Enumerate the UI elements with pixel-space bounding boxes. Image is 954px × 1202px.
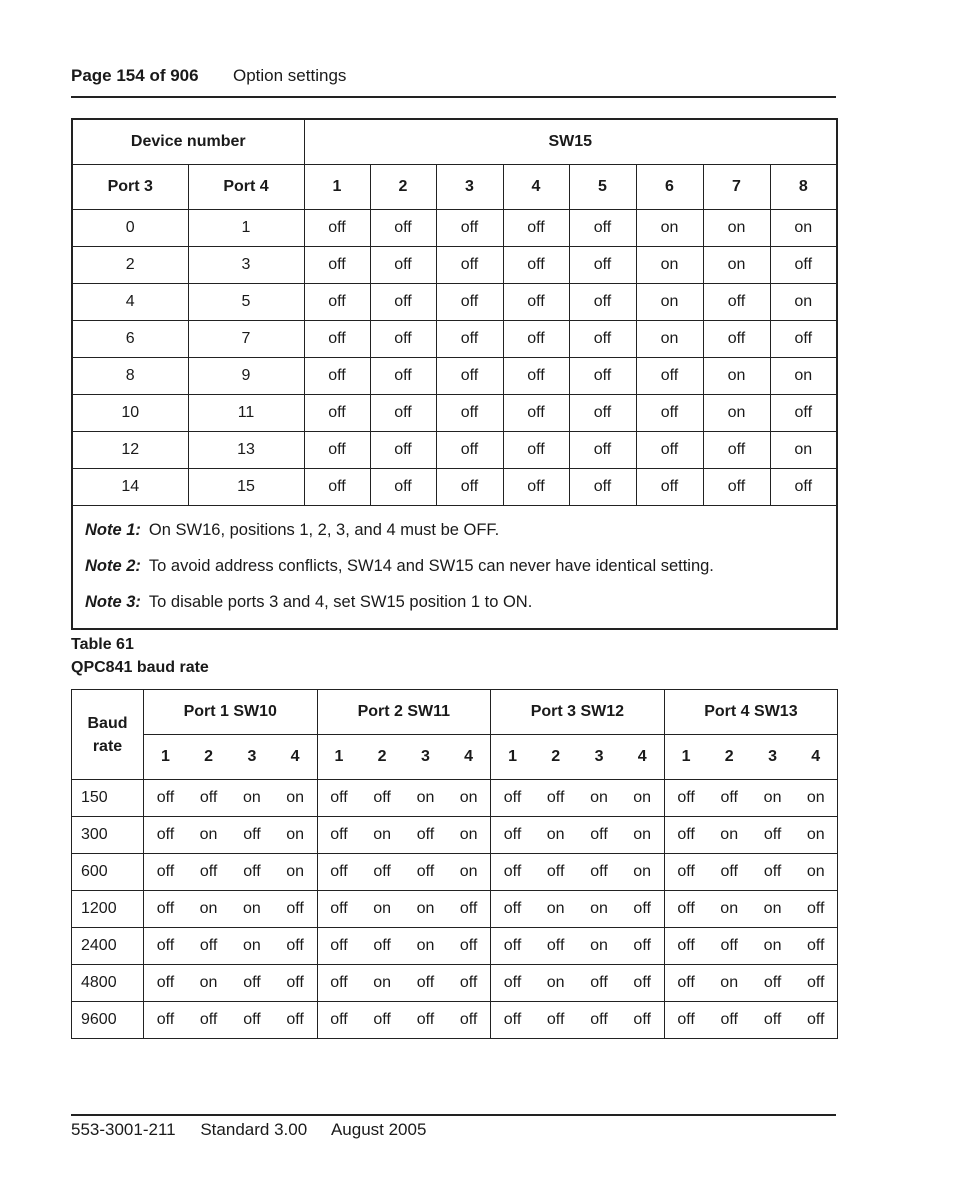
switch-setting-cell: off	[703, 469, 770, 506]
switch-setting-cell: on	[708, 891, 751, 928]
switch-setting-cell: off	[664, 854, 707, 891]
switch-setting-cell: off	[304, 395, 370, 432]
switch-setting-cell: off	[436, 358, 503, 395]
switch-setting-cell: off	[569, 395, 636, 432]
switch-setting-cell: off	[491, 854, 534, 891]
switch-setting-cell: on	[360, 891, 403, 928]
switch-position-header: 2	[370, 165, 436, 210]
switch-setting-cell: on	[794, 817, 837, 854]
switch-setting-cell: off	[436, 469, 503, 506]
switch-setting-cell: off	[621, 965, 664, 1002]
switch-setting-cell: off	[503, 432, 569, 469]
switch-setting-cell: on	[577, 891, 620, 928]
switch-position-header: 2	[708, 735, 751, 780]
switch-position-header: 7	[703, 165, 770, 210]
table-row	[72, 432, 837, 469]
switch-setting-cell: off	[436, 247, 503, 284]
switch-position-header: 2	[534, 735, 577, 780]
switch-setting-cell: on	[703, 210, 770, 247]
page-header	[71, 66, 836, 98]
switch-setting-cell: off	[404, 854, 447, 891]
note	[85, 548, 824, 584]
switch-setting-cell: off	[503, 284, 569, 321]
note	[85, 584, 824, 620]
switch-setting-cell: off	[770, 321, 837, 358]
switch-setting-cell: off	[187, 854, 230, 891]
switch-setting-cell: off	[404, 1002, 447, 1039]
device-number-cell: 8	[72, 358, 188, 395]
switch-setting-cell: off	[621, 1002, 664, 1039]
switch-position-header: 4	[621, 735, 664, 780]
switch-setting-cell: on	[703, 247, 770, 284]
switch-setting-cell: off	[187, 1002, 230, 1039]
switch-setting-cell: off	[304, 469, 370, 506]
switch-setting-cell: off	[703, 284, 770, 321]
switch-setting-cell: off	[770, 469, 837, 506]
switch-setting-cell: off	[503, 210, 569, 247]
switch-setting-cell: off	[794, 965, 837, 1002]
switch-setting-cell: off	[636, 432, 703, 469]
baud-rate-table	[71, 689, 838, 1039]
switch-setting-cell: on	[534, 965, 577, 1002]
switch-setting-cell: off	[436, 210, 503, 247]
switch-setting-cell: off	[491, 1002, 534, 1039]
switch-setting-cell: off	[274, 891, 317, 928]
switch-setting-cell: off	[534, 780, 577, 817]
switch-setting-cell: off	[491, 965, 534, 1002]
device-number-cell: 4	[72, 284, 188, 321]
switch-setting-cell: off	[621, 891, 664, 928]
table-row	[72, 321, 837, 358]
switch-setting-cell: on	[621, 854, 664, 891]
baud-rate-cell: 2400	[72, 928, 144, 965]
switch-setting-cell: off	[491, 928, 534, 965]
switch-setting-cell: on	[534, 891, 577, 928]
table-row	[72, 395, 837, 432]
switch-setting-cell: on	[636, 284, 703, 321]
switch-setting-cell: off	[447, 928, 490, 965]
switch-setting-cell: off	[144, 928, 187, 965]
table-number: Table 61	[71, 636, 134, 653]
switch-setting-cell: off	[569, 247, 636, 284]
switch-setting-cell: off	[187, 780, 230, 817]
switch-setting-cell: off	[703, 432, 770, 469]
switch-setting-cell: off	[370, 469, 436, 506]
switch-setting-cell: off	[664, 928, 707, 965]
switch-setting-cell: on	[751, 780, 794, 817]
switch-setting-cell: on	[708, 965, 751, 1002]
switch-setting-cell: off	[274, 965, 317, 1002]
switch-setting-cell: off	[360, 780, 403, 817]
publication-date: August 2005	[330, 1120, 427, 1139]
switch-setting-cell: off	[636, 395, 703, 432]
switch-setting-cell: off	[144, 780, 187, 817]
baud-rate-cell: 1200	[72, 891, 144, 928]
device-number-cell: 6	[72, 321, 188, 358]
switch-setting-cell: off	[636, 469, 703, 506]
table-row	[72, 284, 837, 321]
switch-setting-cell: off	[317, 780, 360, 817]
note-text: To disable ports 3 and 4, set SW15 position 1 to ON.	[148, 593, 533, 611]
switch-setting-cell: on	[230, 928, 273, 965]
switch-setting-cell: off	[230, 854, 273, 891]
port-group-header: Port 1 SW10	[144, 690, 318, 735]
switch-setting-cell: off	[370, 210, 436, 247]
switch-setting-cell: off	[794, 891, 837, 928]
switch-setting-cell: off	[664, 891, 707, 928]
note	[85, 512, 824, 548]
table-row	[72, 817, 838, 854]
switch-setting-cell: off	[491, 780, 534, 817]
switch-setting-cell: off	[577, 854, 620, 891]
switch-setting-cell: off	[274, 1002, 317, 1039]
switch-setting-cell: off	[144, 1002, 187, 1039]
port-group-header: Port 4 SW13	[664, 690, 838, 735]
switch-setting-cell: on	[770, 284, 837, 321]
switch-setting-cell: on	[794, 854, 837, 891]
switch-setting-cell: on	[447, 817, 490, 854]
switch-setting-cell: off	[404, 965, 447, 1002]
switch-setting-cell: on	[577, 780, 620, 817]
switch-setting-cell: on	[187, 891, 230, 928]
baud-rate-header	[72, 690, 144, 780]
switch-setting-cell: off	[751, 817, 794, 854]
switch-setting-cell: off	[503, 321, 569, 358]
device-number-cell: 3	[188, 247, 304, 284]
switch-setting-cell: off	[436, 321, 503, 358]
switch-setting-cell: off	[436, 432, 503, 469]
switch-setting-cell: on	[274, 780, 317, 817]
switch-setting-cell: off	[370, 247, 436, 284]
switch-setting-cell: off	[370, 321, 436, 358]
switch-setting-cell: off	[144, 965, 187, 1002]
switch-setting-cell: off	[230, 1002, 273, 1039]
switch-setting-cell: on	[770, 210, 837, 247]
switch-setting-cell: off	[370, 284, 436, 321]
switch-setting-cell: off	[751, 965, 794, 1002]
switch-setting-cell: on	[274, 817, 317, 854]
standard-version: Standard 3.00	[200, 1120, 308, 1139]
table-title: QPC841 baud rate	[71, 659, 209, 676]
switch-setting-cell: off	[751, 854, 794, 891]
switch-setting-cell: on	[577, 928, 620, 965]
switch-position-header: 4	[274, 735, 317, 780]
baud-rate-cell: 4800	[72, 965, 144, 1002]
switch-setting-cell: on	[636, 247, 703, 284]
page-footer	[71, 1114, 836, 1140]
switch-setting-cell: on	[274, 854, 317, 891]
switch-setting-cell: off	[360, 1002, 403, 1039]
switch-setting-cell: off	[569, 210, 636, 247]
device-number-cell: 0	[72, 210, 188, 247]
switch-setting-cell: on	[447, 854, 490, 891]
port-group-header: Port 3 SW12	[491, 690, 665, 735]
switch-setting-cell: on	[447, 780, 490, 817]
port-header: Port 3	[72, 165, 188, 210]
switch-setting-cell: on	[187, 817, 230, 854]
switch-setting-cell: off	[304, 432, 370, 469]
device-number-cell: 2	[72, 247, 188, 284]
switch-setting-cell: off	[794, 928, 837, 965]
device-number-cell: 10	[72, 395, 188, 432]
switch-position-header: 1	[491, 735, 534, 780]
switch-setting-cell: off	[491, 891, 534, 928]
device-number-cell: 1	[188, 210, 304, 247]
switch-setting-cell: off	[664, 780, 707, 817]
switch-setting-cell: off	[447, 1002, 490, 1039]
switch-setting-cell: off	[664, 1002, 707, 1039]
device-number-cell: 14	[72, 469, 188, 506]
switch-setting-cell: off	[503, 469, 569, 506]
switch-position-header: 3	[577, 735, 620, 780]
switch-position-header: 2	[187, 735, 230, 780]
switch-setting-cell: off	[304, 358, 370, 395]
baud-rate-cell: 9600	[72, 1002, 144, 1039]
switch-setting-cell: off	[317, 928, 360, 965]
table-row	[72, 965, 838, 1002]
table-row	[72, 1002, 838, 1039]
switch-setting-cell: off	[708, 854, 751, 891]
switch-setting-cell: on	[751, 891, 794, 928]
switch-setting-cell: off	[274, 928, 317, 965]
table-row	[72, 891, 838, 928]
switch-setting-cell: off	[491, 817, 534, 854]
switch-setting-cell: on	[770, 432, 837, 469]
note-text: To avoid address conflicts, SW14 and SW15 can never have identical setting.	[148, 557, 714, 575]
switch-setting-cell: on	[703, 358, 770, 395]
switch-position-header: 3	[230, 735, 273, 780]
page-number: Page 154 of 906	[71, 66, 199, 85]
switch-position-header: 1	[304, 165, 370, 210]
switch-setting-cell: off	[534, 928, 577, 965]
switch-setting-cell: off	[503, 358, 569, 395]
switch-setting-cell: off	[317, 1002, 360, 1039]
switch-position-header: 3	[436, 165, 503, 210]
switch-position-header: 1	[144, 735, 187, 780]
switch-setting-cell: on	[636, 210, 703, 247]
switch-setting-cell: on	[404, 891, 447, 928]
switch-setting-cell: off	[503, 247, 569, 284]
switch-setting-cell: off	[436, 284, 503, 321]
switch-setting-cell: off	[569, 284, 636, 321]
switch-setting-cell: off	[370, 358, 436, 395]
switch-setting-cell: off	[708, 780, 751, 817]
device-number-cell: 15	[188, 469, 304, 506]
switch-setting-cell: off	[360, 928, 403, 965]
note-text: On SW16, positions 1, 2, 3, and 4 must be OFF.	[148, 521, 500, 539]
switch-position-header: 3	[751, 735, 794, 780]
switch-setting-cell: on	[621, 780, 664, 817]
switch-setting-cell: on	[404, 928, 447, 965]
switch-position-header: 2	[360, 735, 403, 780]
baud-rate-cell: 150	[72, 780, 144, 817]
doc-number: 553-3001-211	[71, 1120, 176, 1139]
table-caption	[71, 633, 209, 679]
table-row	[72, 780, 838, 817]
switch-setting-cell: off	[404, 817, 447, 854]
switch-setting-cell: off	[187, 928, 230, 965]
switch-setting-cell: off	[664, 965, 707, 1002]
switch-position-header: 1	[317, 735, 360, 780]
switch-setting-cell: off	[569, 432, 636, 469]
switch-setting-cell: on	[187, 965, 230, 1002]
switch-setting-cell: on	[534, 817, 577, 854]
sw15-settings-table	[71, 118, 838, 630]
switch-setting-cell: off	[370, 395, 436, 432]
table-row	[72, 247, 837, 284]
switch-setting-cell: off	[708, 928, 751, 965]
switch-setting-cell: off	[621, 928, 664, 965]
switch-setting-cell: off	[304, 284, 370, 321]
note-label: Note 2:	[85, 557, 141, 575]
switch-setting-cell: off	[144, 891, 187, 928]
switch-setting-cell: off	[664, 817, 707, 854]
device-number-cell: 12	[72, 432, 188, 469]
switch-setting-cell: off	[503, 395, 569, 432]
switch-setting-cell: on	[230, 891, 273, 928]
switch-setting-cell: off	[703, 321, 770, 358]
table-row	[72, 928, 838, 965]
switch-setting-cell: off	[230, 965, 273, 1002]
table-notes	[72, 506, 837, 630]
device-number-cell: 13	[188, 432, 304, 469]
table-row	[72, 358, 837, 395]
baud-rate-cell: 300	[72, 817, 144, 854]
switch-setting-cell: off	[751, 1002, 794, 1039]
baud-rate-header-label: Baud rate	[87, 714, 128, 755]
switch-setting-cell: off	[144, 854, 187, 891]
switch-setting-cell: off	[304, 210, 370, 247]
switch-setting-cell: on	[360, 817, 403, 854]
table-row	[72, 854, 838, 891]
switch-setting-cell: off	[770, 395, 837, 432]
table-row	[72, 210, 837, 247]
switch-setting-cell: off	[577, 965, 620, 1002]
switch-setting-cell: off	[144, 817, 187, 854]
switch-setting-cell: off	[360, 854, 403, 891]
switch-position-header: 5	[569, 165, 636, 210]
section-title: Option settings	[233, 66, 347, 85]
switch-setting-cell: off	[304, 247, 370, 284]
switch-setting-cell: off	[577, 817, 620, 854]
switch-setting-cell: off	[534, 1002, 577, 1039]
switch-setting-cell: on	[404, 780, 447, 817]
switch-position-header: 1	[664, 735, 707, 780]
switch-position-header: 6	[636, 165, 703, 210]
switch-setting-cell: off	[317, 817, 360, 854]
table-row	[72, 469, 837, 506]
switch-setting-cell: off	[370, 432, 436, 469]
switch-setting-cell: off	[770, 247, 837, 284]
switch-position-header: 8	[770, 165, 837, 210]
port-header: Port 4	[188, 165, 304, 210]
switch-setting-cell: off	[447, 965, 490, 1002]
note-label: Note 3:	[85, 593, 141, 611]
switch-position-header: 4	[503, 165, 569, 210]
switch-setting-cell: off	[794, 1002, 837, 1039]
switch-setting-cell: off	[447, 891, 490, 928]
switch-setting-cell: off	[317, 891, 360, 928]
device-number-cell: 5	[188, 284, 304, 321]
switch-setting-cell: off	[304, 321, 370, 358]
switch-setting-cell: off	[636, 358, 703, 395]
switch-setting-cell: on	[230, 780, 273, 817]
switch-position-header: 4	[447, 735, 490, 780]
switch-setting-cell: off	[230, 817, 273, 854]
switch-setting-cell: off	[534, 854, 577, 891]
device-number-header: Device number	[72, 119, 304, 165]
switch-setting-cell: on	[703, 395, 770, 432]
switch-position-header: 4	[794, 735, 837, 780]
baud-rate-cell: 600	[72, 854, 144, 891]
switch-position-header: 3	[404, 735, 447, 780]
port-group-header: Port 2 SW11	[317, 690, 491, 735]
device-number-cell: 7	[188, 321, 304, 358]
switch-setting-cell: on	[636, 321, 703, 358]
switch-setting-cell: on	[708, 817, 751, 854]
switch-setting-cell: on	[360, 965, 403, 1002]
switch-setting-cell: on	[794, 780, 837, 817]
switch-setting-cell: off	[708, 1002, 751, 1039]
switch-setting-cell: off	[317, 965, 360, 1002]
switch-setting-cell: on	[621, 817, 664, 854]
switch-setting-cell: on	[751, 928, 794, 965]
switch-setting-cell: off	[577, 1002, 620, 1039]
device-number-cell: 9	[188, 358, 304, 395]
switch-setting-cell: off	[569, 469, 636, 506]
device-number-cell: 11	[188, 395, 304, 432]
switch-setting-cell: off	[569, 358, 636, 395]
sw15-header: SW15	[304, 119, 837, 165]
switch-setting-cell: off	[317, 854, 360, 891]
switch-setting-cell: on	[770, 358, 837, 395]
switch-setting-cell: off	[436, 395, 503, 432]
switch-setting-cell: off	[569, 321, 636, 358]
note-label: Note 1:	[85, 521, 141, 539]
